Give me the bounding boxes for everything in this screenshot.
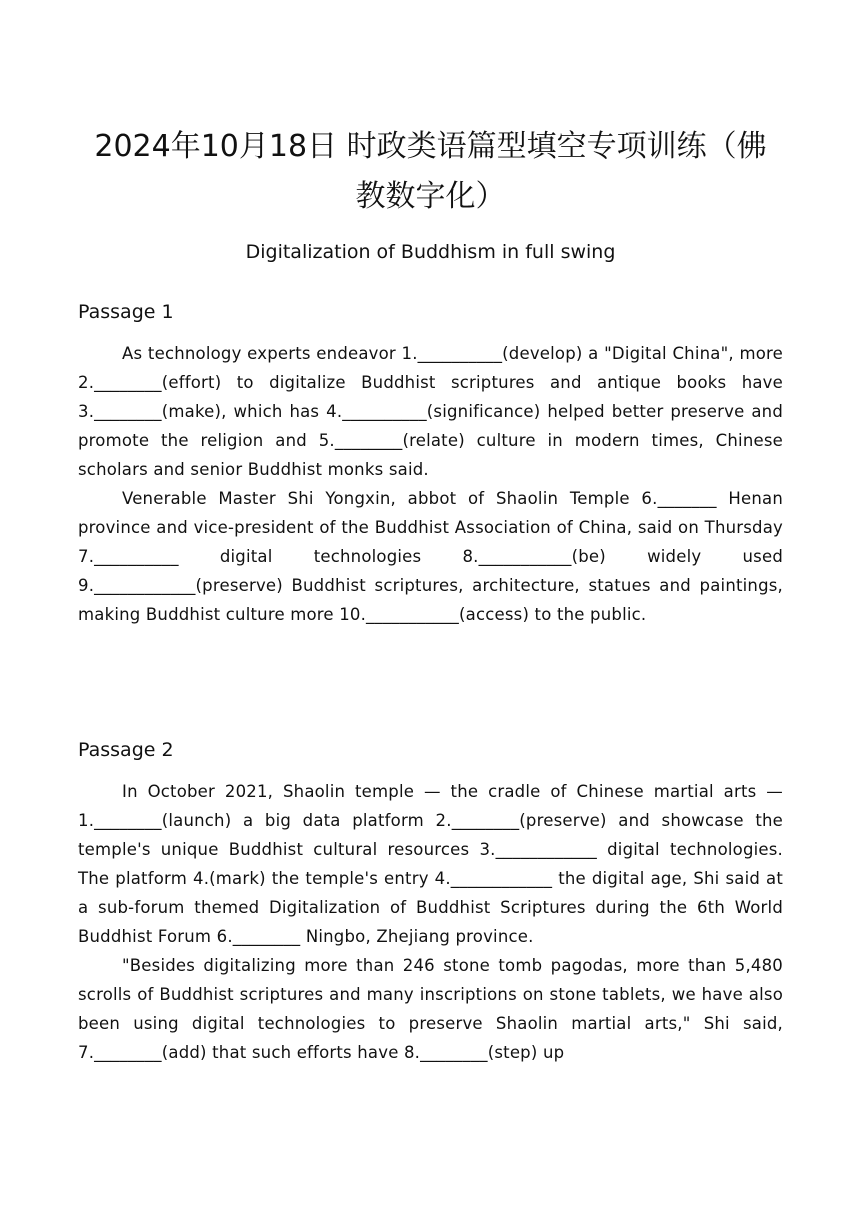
title-line-1: 2024年10月18日 时政类语篇型填空专项训练（佛: [94, 129, 767, 164]
passage-1-paragraph-1: As technology experts endeavor 1.__________(develop) a "Digital China", more 2.________(effort) to digitalize Buddhist scriptures and antique books have 3.________(make), which has 4.__________(significance) helped better preserve and promote the religion and 5.________(relate) culture in modern times, Chinese scholars and senior Buddhist monks said.: [78, 344, 783, 479]
passage-2-body: [78, 777, 783, 1067]
passage-2-heading: Passage 2: [78, 739, 174, 761]
article-subtitle: Digitalization of Buddhism in full swing: [245, 241, 616, 263]
passage-2-paragraph-2: "Besides digitalizing more than 246 stone tomb pagodas, more than 5,480 scrolls of Buddhist scriptures and many inscriptions on stone tablets, we have also been using digital technologies to preserve Shaolin martial arts," Shi said, 7.________(add) that such efforts have 8.________(step) up: [78, 956, 783, 1062]
passage-1-heading: Passage 1: [78, 301, 174, 323]
title-line-2: 教数字化）: [355, 179, 506, 214]
passage-1-paragraph-2: Venerable Master Shi Yongxin, abbot of Shaolin Temple 6._______ Henan province and vice-president of the Buddhist Association of China, said on Thursday 7.__________ digital technologies 8.___________(be) widely used 9.____________(preserve) Buddhist scriptures, architecture, statues and paintings, making Buddhist culture more 10.___________(access) to the public.: [78, 489, 783, 624]
document-title: [78, 122, 783, 222]
passage-1-body: [78, 339, 783, 629]
passage-2-paragraph-1: In October 2021, Shaolin temple — the cradle of Chinese martial arts — 1.________(launch) a big data platform 2.________(preserve) and showcase the temple's unique Buddhist cultural resources 3.____________ digital technologies. The platform 4.(mark) the temple's entry 4.____________ the digital age, Shi said at a sub-forum themed Digitalization of Buddhist Scriptures during the 6th World Buddhist Forum 6.________ Ningbo, Zhejiang province.: [78, 782, 783, 946]
